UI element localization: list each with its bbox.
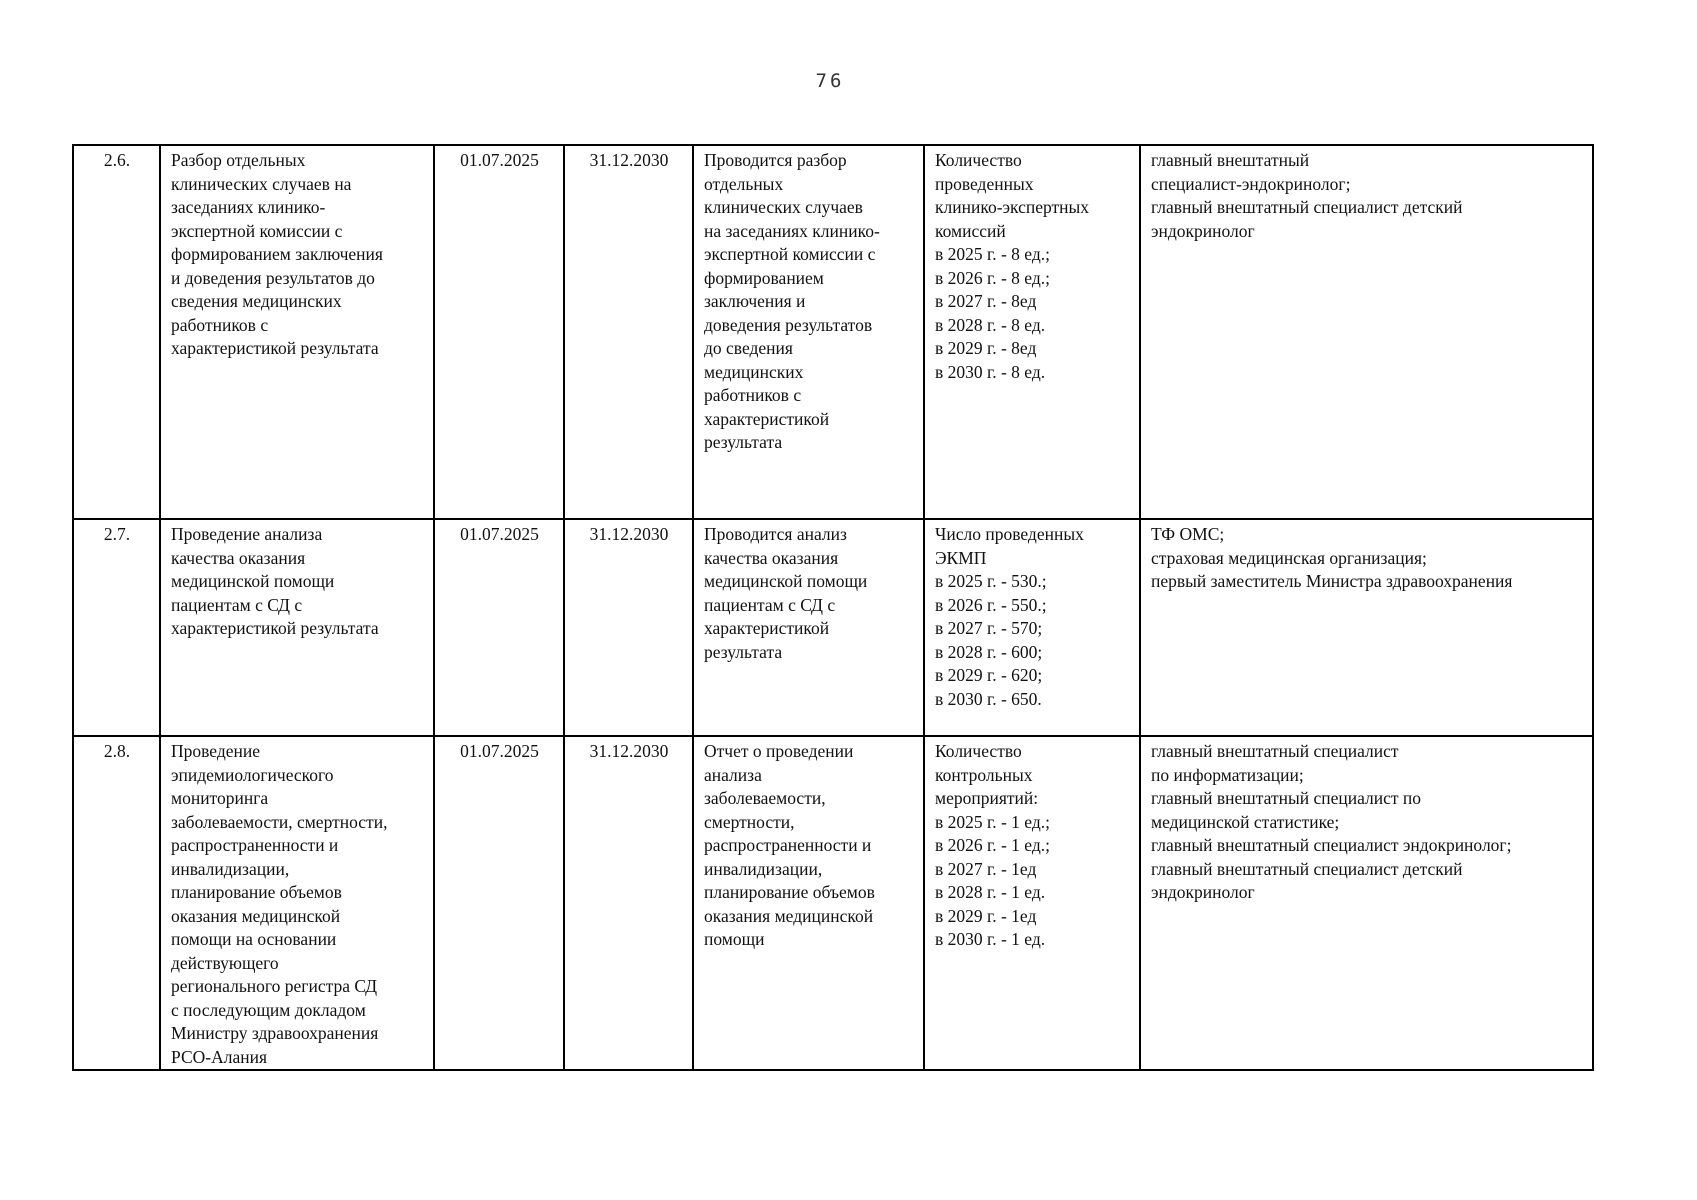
activity-cell-line: регионального регистра СД	[171, 976, 378, 996]
responsible-cell	[1140, 145, 1593, 519]
result-cell-line: анализа	[704, 764, 762, 785]
activity-cell-line: оказания медицинской	[171, 905, 341, 926]
row-number: 2.7.	[73, 519, 160, 736]
indicator-cell-line: проведенных	[935, 173, 1034, 194]
responsible-cell-line: специалист-эндокринолог;	[1151, 173, 1351, 194]
activity-cell-line: эпидемиологического	[171, 764, 334, 785]
responsible-cell-line: главный внештатный	[1151, 150, 1310, 170]
indicator-cell-line: мероприятий:	[935, 788, 1039, 808]
result-cell-line: медицинских	[704, 361, 804, 382]
row-number: 2.8.	[73, 736, 160, 1070]
result-cell-line: Проводится разбор	[704, 150, 847, 170]
result-cell-line: Отчет о проведении	[704, 741, 854, 761]
table-row	[73, 736, 1593, 1070]
result-cell-line: инвалидизации,	[704, 858, 823, 879]
indicator-cell-line: в 2026 г. - 1 ед.;	[935, 835, 1050, 855]
indicator-cell-line: клинико-экспертных	[935, 197, 1090, 217]
indicator-cell-line: Число проведенных	[935, 524, 1084, 544]
start-date: 01.07.2025	[434, 736, 564, 1070]
result-cell-line: до сведения	[704, 338, 793, 358]
indicator-cell-line: в 2029 г. - 8ед	[935, 338, 1037, 358]
indicator-cell-line: в 2027 г. - 8ед	[935, 291, 1037, 311]
activity-cell-line: помощи на основании	[171, 929, 337, 949]
indicator-cell-line: в 2027 г. - 1ед	[935, 858, 1037, 879]
activity-cell-line: РСО-Алания	[171, 1046, 268, 1067]
page-number: 76	[815, 70, 845, 92]
end-date: 31.12.2030	[564, 519, 693, 736]
activity-cell-line: действующего	[171, 952, 279, 973]
indicator-cell-line: комиссий	[935, 220, 1006, 241]
result-cell-line: качества оказания	[704, 547, 839, 568]
result-cell-line: характеристикой	[704, 408, 830, 429]
result-cell-line: планирование объемов	[704, 882, 875, 902]
indicator-cell-line: в 2028 г. - 600;	[935, 641, 1043, 662]
activity-cell-line: и доведения результатов до	[171, 267, 375, 288]
activity-cell-line: характеристикой результата	[171, 618, 379, 638]
activity-cell-line: мониторинга	[171, 788, 269, 808]
result-cell-line: смертности,	[704, 811, 795, 832]
result-cell-line: экспертной комиссии с	[704, 244, 876, 264]
responsible-cell-line: ТФ ОМС;	[1151, 524, 1225, 544]
responsible-cell-line: медицинской статистике;	[1151, 811, 1340, 832]
result-cell-line: доведения результатов	[704, 314, 873, 335]
result-cell-line: заключения и	[704, 291, 806, 311]
indicator-cell	[924, 736, 1140, 1070]
result-cell-line: оказания медицинской	[704, 905, 874, 926]
indicator-cell-line: ЭКМП	[935, 547, 987, 568]
result-cell-line: работников с	[704, 385, 802, 405]
indicator-cell-line: в 2025 г. - 8 ед.;	[935, 244, 1050, 264]
activity-cell	[160, 736, 434, 1070]
start-date: 01.07.2025	[434, 519, 564, 736]
indicator-cell-line: в 2026 г. - 8 ед.;	[935, 267, 1050, 288]
result-cell-line: Проводится анализ	[704, 524, 847, 544]
indicator-cell-line: в 2030 г. - 650.	[935, 688, 1042, 709]
end-date: 31.12.2030	[564, 145, 693, 519]
indicator-cell-line: в 2025 г. - 530.;	[935, 571, 1047, 591]
table-row	[73, 145, 1593, 519]
activity-cell-line: работников с	[171, 314, 269, 335]
indicator-cell-line: Количество	[935, 150, 1022, 170]
indicator-cell	[924, 519, 1140, 736]
activity-cell-line: инвалидизации,	[171, 858, 290, 879]
indicator-cell-line: в 2030 г. - 8 ед.	[935, 361, 1046, 382]
responsible-cell	[1140, 519, 1593, 736]
activity-cell-line: с последующим докладом	[171, 999, 366, 1020]
responsible-cell-line: главный внештатный специалист по	[1151, 788, 1422, 808]
activity-cell-line: пациентам с СД с	[171, 594, 303, 615]
activity-cell-line: формированием заключения	[171, 244, 383, 264]
activity-cell-line: распространенности и	[171, 835, 339, 855]
result-cell-line: заболеваемости,	[704, 788, 826, 808]
activity-cell-line: заболеваемости, смертности,	[171, 811, 388, 832]
responsible-cell	[1140, 736, 1593, 1070]
result-cell-line: медицинской помощи	[704, 571, 868, 591]
activity-cell-line: планирование объемов	[171, 882, 342, 902]
row-number: 2.6.	[73, 145, 160, 519]
activity-cell-line: качества оказания	[171, 547, 306, 568]
indicator-cell-line: в 2029 г. - 1ед	[935, 905, 1037, 926]
result-cell-line: распространенности и	[704, 835, 872, 855]
indicator-cell-line: в 2026 г. - 550.;	[935, 594, 1047, 615]
activity-cell-line: сведения медицинских	[171, 291, 342, 311]
responsible-cell-line: главный внештатный специалист детский	[1151, 858, 1463, 879]
responsible-cell-line: по информатизации;	[1151, 764, 1304, 785]
activity-cell-line: Проведение	[171, 741, 261, 761]
result-cell-line: результата	[704, 432, 783, 452]
activity-cell-line: Министру здравоохранения	[171, 1023, 379, 1043]
indicator-cell	[924, 145, 1140, 519]
activity-cell-line: заседаниях клинико-	[171, 197, 326, 217]
responsible-cell-line: главный внештатный специалист эндокринолог;	[1151, 835, 1512, 855]
activity-cell	[160, 145, 434, 519]
result-cell-line: на заседаниях клинико-	[704, 220, 880, 241]
result-cell	[693, 145, 924, 519]
activity-cell-line: экспертной комиссии с	[171, 220, 343, 241]
measures-table	[72, 144, 1594, 1071]
activity-cell-line: Разбор отдельных	[171, 150, 306, 170]
result-cell-line: клинических случаев	[704, 197, 863, 217]
end-date: 31.12.2030	[564, 736, 693, 1070]
result-cell-line: отдельных	[704, 173, 784, 194]
responsible-cell-line: эндокринолог	[1151, 220, 1255, 241]
result-cell-line: результата	[704, 641, 783, 662]
result-cell-line: характеристикой	[704, 618, 830, 638]
activity-cell-line: клинических случаев на	[171, 173, 352, 194]
start-date: 01.07.2025	[434, 145, 564, 519]
indicator-cell-line: в 2029 г. - 620;	[935, 665, 1043, 685]
responsible-cell-line: главный внештатный специалист	[1151, 741, 1399, 761]
result-cell-line: помощи	[704, 929, 765, 949]
indicator-cell-line: Количество	[935, 741, 1022, 761]
responsible-cell-line: первый заместитель Министра здравоохранения	[1151, 571, 1513, 591]
indicator-cell-line: контрольных	[935, 764, 1033, 785]
responsible-cell-line: главный внештатный специалист детский	[1151, 197, 1463, 217]
responsible-cell-line: эндокринолог	[1151, 882, 1255, 902]
activity-cell	[160, 519, 434, 736]
activity-cell-line: Проведение анализа	[171, 524, 323, 544]
result-cell	[693, 519, 924, 736]
indicator-cell-line: в 2028 г. - 8 ед.	[935, 314, 1046, 335]
indicator-cell-line: в 2027 г. - 570;	[935, 618, 1043, 638]
indicator-cell-line: в 2025 г. - 1 ед.;	[935, 811, 1050, 832]
table-row	[73, 519, 1593, 736]
activity-cell-line: характеристикой результата	[171, 338, 379, 358]
activity-cell-line: медицинской помощи	[171, 571, 335, 591]
result-cell	[693, 736, 924, 1070]
indicator-cell-line: в 2030 г. - 1 ед.	[935, 929, 1046, 949]
indicator-cell-line: в 2028 г. - 1 ед.	[935, 882, 1046, 902]
result-cell-line: пациентам с СД с	[704, 594, 836, 615]
responsible-cell-line: страховая медицинская организация;	[1151, 547, 1427, 568]
result-cell-line: формированием	[704, 267, 824, 288]
